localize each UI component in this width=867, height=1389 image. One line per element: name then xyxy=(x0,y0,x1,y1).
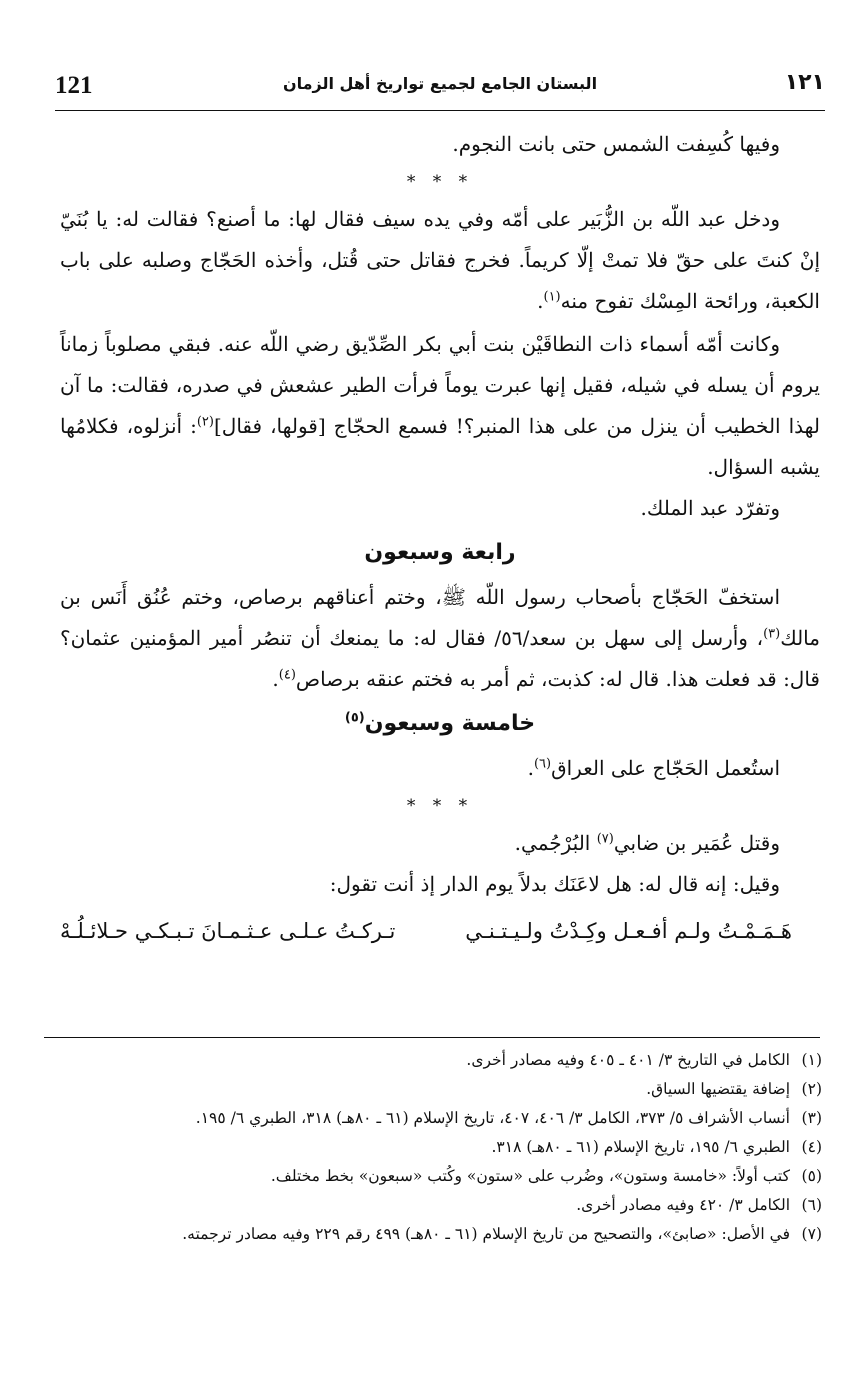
page-number-arabic: ١٢١ xyxy=(784,70,825,95)
footnote-number: (٤) xyxy=(801,1138,822,1156)
footnote-number: (٢) xyxy=(801,1080,822,1098)
poetry-verse xyxy=(60,909,820,953)
footnote-number: (١) xyxy=(801,1051,822,1069)
paragraph: وقتل عُمَير بن ضابي$^{(٧)}$ البُرْجُمي. xyxy=(514,831,780,855)
footnote-text: الكامل ٣/ ٤٢٠ وفيه مصادر أخرى. xyxy=(576,1196,790,1214)
footnote-text: في الأصل: «صابئ»، والتصحيح من تاريخ الإسلام (٦١ ـ ٨٠هـ) ٤٩٩ رقم ٢٢٩ وفيه مصادر ترجمته. xyxy=(182,1225,790,1243)
footnote-marker: (٥) xyxy=(344,710,365,726)
footnote-marker: (١) xyxy=(543,289,561,305)
footnote-marker: (٧) xyxy=(596,831,614,847)
footnote-text: الكامل في التاريخ ٣/ ٤٠١ ـ ٤٠٥ وفيه مصادر أخرى. xyxy=(466,1051,790,1069)
verse-first-hemistich: هَـمَـمْـتُ ولـم أفـعـل وكِـدْتُ ولـيـتـنـي xyxy=(465,919,792,943)
footnote-text: إضافة يقتضيها السياق. xyxy=(646,1080,790,1098)
footnote-item xyxy=(60,1191,822,1220)
footnote-item xyxy=(60,1220,822,1249)
footnote-item xyxy=(60,1046,822,1075)
paragraph: ودخل عبد اللّه بن الزُّبَير على أمّه وفي يده سيف فقال لها: ما أصنع؟ فقالت له: يا بُنَيّ إنْ كنتَ على حقّ فلا تمتْ إلّا كريماً. فخرج فقاتل حتى قُتل، وأخذه الحَجّاج وصلبه على باب الكعبة، ورائحة المِسْك تفوح منه$^{(١)}$. xyxy=(60,207,820,313)
section-separator: * * * xyxy=(406,172,474,192)
paragraph: استُعمل الحَجّاج على العراق$^{(٦)}$. xyxy=(527,756,780,780)
footnote-marker: (٤) xyxy=(278,667,296,683)
footnote-marker: (٦) xyxy=(533,756,552,772)
footnote-number: (٥) xyxy=(801,1167,822,1185)
footnote-item xyxy=(60,1075,822,1104)
footnote-number: (٣) xyxy=(801,1109,822,1127)
section-heading: خامسة وسبعون$^{(٥)}$ xyxy=(344,710,536,736)
paragraph: وكانت أمّه أسماء ذات النطاقَيْن بنت أبي بكر الصِّدّيق رضي اللّه عنه. فبقي مصلوباً زماناً يروم أن يسله في شيله، فقيل إنها عبرت يوماً فرأت الطير عشعش في صدره، فقالت: ما آن لهذا الخطيب أن ينزل من على هذا المنبر؟! فسمع الحجّاج [قولها، فقال]$^{(٢)}$: أنزلوه، فكلامُها يشبه السؤال. xyxy=(60,332,820,479)
section-separator: * * * xyxy=(406,796,474,816)
footnote-marker: (٣) xyxy=(763,626,781,642)
paragraph: استخفّ الحَجّاج بأصحاب رسول اللّه ﷺ، وختم أعناقهم برصاص، وختم عُنُق أَنَس بن مالك$^{(٣)}$، وأرسل إلى سهل بن سعد/٥٦/ فقال له: ما يمنعك أن تنصُر أمير المؤمنين عثمان؟ قال: قد فعلت هذا. قال له: كذبت، ثم أمر به فختم عنقه برصاص$^{(٤)}$. xyxy=(60,585,820,691)
footnote-item xyxy=(60,1133,822,1162)
footnote-text: الطبري ٦/ ١٩٥، تاريخ الإسلام (٦١ ـ ٨٠هـ) ٣١٨. xyxy=(491,1138,790,1156)
page-number-latin: 121 xyxy=(55,72,93,99)
footnote-text: أنساب الأشراف ٥/ ٣٧٣، الكامل ٣/ ٤٠٦، ٤٠٧، تاريخ الإسلام (٦١ ـ ٨٠هـ) ٣١٨، الطبري ٦/ ١٩٥. xyxy=(195,1109,790,1127)
page-header xyxy=(55,66,825,111)
paragraph: وفيها كُسِفت الشمس حتى بانت النجوم. xyxy=(452,132,780,156)
footnote-text: كتب أولاً: «خامسة وستون»، وضُرب على «ستون» وكُتب «سبعون» بخط مختلف. xyxy=(270,1167,790,1185)
paragraph: وتفرّد عبد الملك. xyxy=(640,496,780,520)
verse-second-hemistich: تـركـتُ عـلـى عـثـمـانَ تـبـكـي حـلائـلُـهْ xyxy=(60,919,396,943)
paragraph: وقيل: إنه قال له: هل لاعَنَك بدلاً يوم الدار إذ أنت تقول: xyxy=(329,872,780,896)
footnote-item xyxy=(60,1104,822,1133)
main-text xyxy=(60,124,820,953)
footnote-number: (٧) xyxy=(801,1225,822,1243)
footnote-number: (٦) xyxy=(801,1196,822,1214)
footnote-item xyxy=(60,1162,822,1191)
footnote-divider xyxy=(44,1037,820,1038)
section-heading: رابعة وسبعون xyxy=(364,540,516,565)
footnote-marker: (٢) xyxy=(196,414,214,430)
running-title: البستان الجامع لجميع تواريخ أهل الزمان xyxy=(282,74,598,93)
footnotes xyxy=(60,1046,822,1249)
